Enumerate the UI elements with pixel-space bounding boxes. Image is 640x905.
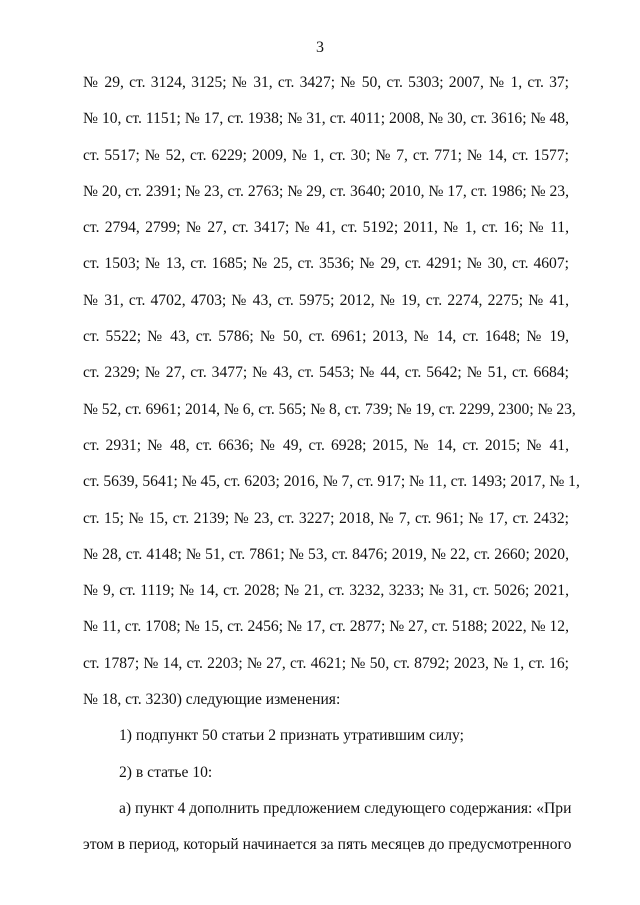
text-line: ст. 1503; № 13, ст. 1685; № 25, ст. 3536; № 29, ст. 4291; № 30, ст. 4607; [83, 255, 569, 273]
text-line: № 11, ст. 1708; № 15, ст. 2456; № 17, ст. 2877; № 27, ст. 5188; 2022, № 12, [83, 618, 569, 636]
text-line: ст. 2329; № 27, ст. 3477; № 43, ст. 5453; № 44, ст. 5642; № 51, ст. 6684; [83, 364, 569, 382]
text-line: № 29, ст. 3124, 3125; № 31, ст. 3427; № 50, ст. 5303; 2007, № 1, ст. 37; [83, 74, 569, 91]
text-line: этом в период, который начинается за пять месяцев до предусмотренного [83, 836, 572, 854]
text-line: № 52, ст. 6961; 2014, № 6, ст. 565; № 8, ст. 739; № 19, ст. 2299, 2300; № 23, [83, 400, 576, 418]
list-item-1: 1) подпункт 50 статьи 2 признать утратившим силу; [119, 727, 464, 745]
text-line: ст. 2794, 2799; № 27, ст. 3417; № 41, ст. 5192; 2011, № 1, ст. 16; № 11, [83, 219, 569, 237]
text-line: ст. 2931; № 48, ст. 6636; № 49, ст. 6928; 2015, № 14, ст. 2015; № 41, [83, 436, 569, 454]
text-line: ст. 15; № 15, ст. 2139; № 23, ст. 3227; 2018, № 7, ст. 961; № 17, ст. 2432; [83, 509, 569, 527]
list-item-2a: а) пункт 4 дополнить предложением следующего содержания: «При [119, 799, 572, 817]
text-line: № 31, ст. 4702, 4703; № 43, ст. 5975; 2012, № 19, ст. 2274, 2275; № 41, [83, 291, 569, 309]
text-line: ст. 5522; № 43, ст. 5786; № 50, ст. 6961; 2013, № 14, ст. 1648; № 19, [83, 328, 569, 346]
document-body [83, 65, 580, 864]
text-line: № 20, ст. 2391; № 23, ст. 2763; № 29, ст. 3640; 2010, № 17, ст. 1986; № 23, [83, 182, 569, 200]
text-line: ст. 5517; № 52, ст. 6229; 2009, № 1, ст. 30; № 7, ст. 771; № 14, ст. 1577; [83, 146, 569, 164]
text-line: ст. 1787; № 14, ст. 2203; № 27, ст. 4621; № 50, ст. 8792; 2023, № 1, ст. 16; [83, 654, 569, 672]
page-number: 3 [316, 39, 324, 56]
text-line: ст. 5639, 5641; № 45, ст. 6203; 2016, № 7, ст. 917; № 11, ст. 1493; 2017, № 1, [83, 473, 580, 491]
text-line: № 9, ст. 1119; № 14, ст. 2028; № 21, ст. 3232, 3233; № 31, ст. 5026; 2021, [83, 582, 569, 600]
list-item-2: 2) в статье 10: [119, 763, 213, 781]
text-line: № 10, ст. 1151; № 17, ст. 1938; № 31, ст. 4011; 2008, № 30, ст. 3616; № 48, [83, 110, 569, 128]
text-line: № 18, ст. 3230) следующие изменения: [83, 691, 341, 709]
text-line: № 28, ст. 4148; № 51, ст. 7861; № 53, ст. 8476; 2019, № 22, ст. 2660; 2020, [83, 545, 569, 563]
